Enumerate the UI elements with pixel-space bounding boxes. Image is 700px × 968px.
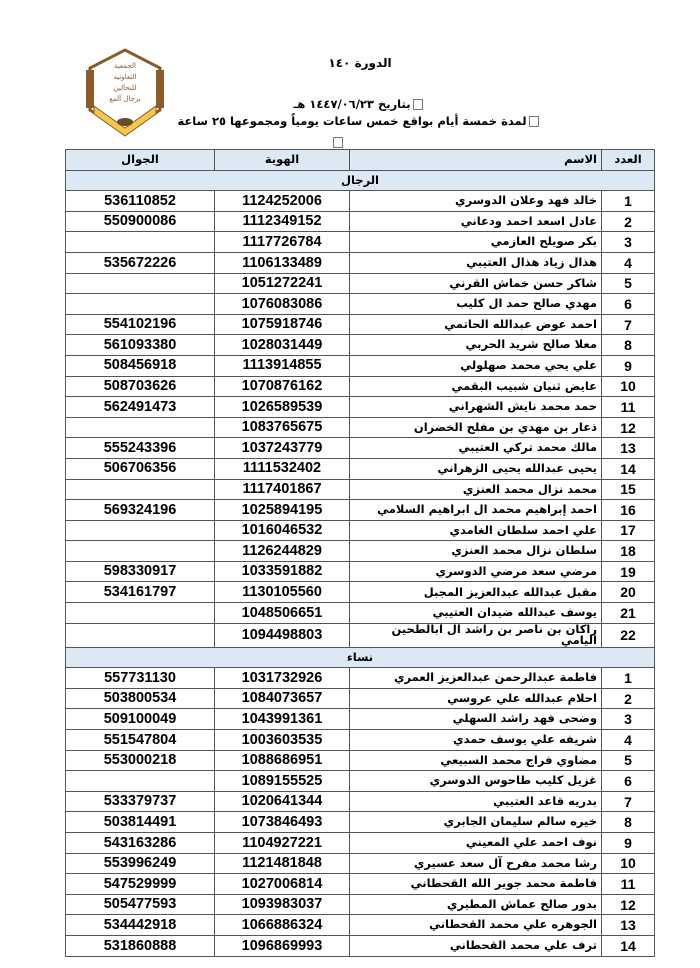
- row-number: 13: [602, 438, 655, 459]
- participant-name: عايض ثنيان شبيب البقمي: [350, 376, 602, 397]
- mobile-number: 508456918: [66, 355, 215, 376]
- national-id: 1130105560: [215, 582, 350, 603]
- table-row: [66, 479, 655, 500]
- mobile-number: 551547804: [66, 730, 215, 751]
- mobile-number: 553996249: [66, 853, 215, 874]
- national-id: 1037243779: [215, 438, 350, 459]
- table-row: [66, 541, 655, 562]
- row-number: 6: [602, 771, 655, 792]
- national-id: 1083765675: [215, 417, 350, 438]
- row-number: 11: [602, 397, 655, 418]
- participant-name: ذعار بن مهدي بن مفلح الخضران: [350, 417, 602, 438]
- table-row: [66, 894, 655, 915]
- table-row: [66, 397, 655, 418]
- table-row: [66, 935, 655, 956]
- column-header-name: الاسم: [350, 150, 602, 171]
- table-row: [66, 376, 655, 397]
- table-row: [66, 812, 655, 833]
- row-number: 22: [602, 623, 655, 647]
- participant-name: محمد نزال محمد العنزي: [350, 479, 602, 500]
- table-row: [66, 191, 655, 212]
- row-number: 2: [602, 211, 655, 232]
- row-number: 7: [602, 791, 655, 812]
- participant-name: حمد محمد نايش الشهراني: [350, 397, 602, 418]
- checkbox-glyph-icon: [333, 137, 343, 148]
- participant-name: فاطمة محمد جوير الله القحطاني: [350, 874, 602, 895]
- national-id: 1113914855: [215, 355, 350, 376]
- checkbox-glyph-icon: [413, 99, 423, 110]
- national-id: 1043991361: [215, 709, 350, 730]
- row-number: 15: [602, 479, 655, 500]
- row-number: 21: [602, 603, 655, 624]
- participant-name: احلام عبدالله علي عروسي: [350, 688, 602, 709]
- row-number: 9: [602, 833, 655, 854]
- mobile-number: 503814491: [66, 812, 215, 833]
- table-row: [66, 915, 655, 936]
- national-id: 1073846493: [215, 812, 350, 833]
- row-number: 2: [602, 688, 655, 709]
- national-id: 1031732926: [215, 668, 350, 689]
- table-row: [66, 668, 655, 689]
- table-row: [66, 791, 655, 812]
- national-id: 1076083086: [215, 294, 350, 315]
- national-id: 1093983037: [215, 894, 350, 915]
- national-id: 1088686951: [215, 750, 350, 771]
- table-row: [66, 458, 655, 479]
- participant-name: بدريه قاعد العتيبي: [350, 791, 602, 812]
- table-row: [66, 438, 655, 459]
- national-id: 1048506651: [215, 603, 350, 624]
- mobile-number: 533379737: [66, 791, 215, 812]
- national-id: 1117726784: [215, 232, 350, 253]
- table-row: [66, 603, 655, 624]
- national-id: 1020641344: [215, 791, 350, 812]
- participant-name: وضحى فهد راشد السهلي: [350, 709, 602, 730]
- participant-name: مهدي صالح حمد ال كليب: [350, 294, 602, 315]
- participant-name: احمد إبراهيم محمد ال ابراهيم السلامي: [350, 500, 602, 521]
- participant-name: شريفه علي يوسف حمدي: [350, 730, 602, 751]
- participant-name: مضاوي فراج محمد السبيعي: [350, 750, 602, 771]
- row-number: 11: [602, 874, 655, 895]
- logo-text-line: التعاونية: [113, 73, 137, 81]
- mobile-number: [66, 232, 215, 253]
- mobile-number: 598330917: [66, 561, 215, 582]
- participant-name: عادل اسعد احمد ودعاني: [350, 211, 602, 232]
- table-row: [66, 335, 655, 356]
- mobile-number: 569324196: [66, 500, 215, 521]
- participant-name: مالك محمد تركي العتيبي: [350, 438, 602, 459]
- row-number: 5: [602, 750, 655, 771]
- participant-name: نوف احمد علي المعيني: [350, 833, 602, 854]
- mobile-number: 554102196: [66, 314, 215, 335]
- row-number: 16: [602, 500, 655, 521]
- national-id: 1104927221: [215, 833, 350, 854]
- national-id: 1124252006: [215, 191, 350, 212]
- participants-table: [65, 149, 655, 957]
- table-row: [66, 232, 655, 253]
- column-header-number: العدد: [602, 150, 655, 171]
- row-number: 6: [602, 294, 655, 315]
- table-row: [66, 417, 655, 438]
- mobile-number: 550900086: [66, 211, 215, 232]
- national-id: 1084073657: [215, 688, 350, 709]
- participant-name: معلا صالح شريد الحربي: [350, 335, 602, 356]
- mobile-number: 508703626: [66, 376, 215, 397]
- mobile-number: 509100049: [66, 709, 215, 730]
- row-number: 4: [602, 252, 655, 273]
- row-number: 1: [602, 668, 655, 689]
- national-id: 1070876162: [215, 376, 350, 397]
- national-id: 1111532402: [215, 458, 350, 479]
- mobile-number: 555243396: [66, 438, 215, 459]
- row-number: 1: [602, 191, 655, 212]
- logo-text-line: برجال ألمع: [109, 95, 141, 103]
- table-row: [66, 294, 655, 315]
- section-header-row: [66, 647, 655, 668]
- national-id: 1003603535: [215, 730, 350, 751]
- row-number: 10: [602, 376, 655, 397]
- table-row: [66, 520, 655, 541]
- duration-line: [0, 114, 700, 128]
- mobile-number: 506706356: [66, 458, 215, 479]
- table-row: [66, 688, 655, 709]
- participant-name: هذال زياد هذال العتيبي: [350, 252, 602, 273]
- participant-name: يحيى عبدالله يحيى الزهراني: [350, 458, 602, 479]
- national-id: 1106133489: [215, 252, 350, 273]
- row-number: 12: [602, 894, 655, 915]
- table-row: [66, 853, 655, 874]
- participant-name: غزيل كليب طاحوس الدوسري: [350, 771, 602, 792]
- section-title: نساء: [66, 647, 655, 668]
- national-id: 1028031449: [215, 335, 350, 356]
- table-header-row: [66, 150, 655, 171]
- table-row: [66, 623, 655, 647]
- row-number: 12: [602, 417, 655, 438]
- table-row: [66, 750, 655, 771]
- section-title: الرجال: [66, 170, 655, 191]
- mobile-number: 557731130: [66, 668, 215, 689]
- participant-name: علي يحي محمد صهلولي: [350, 355, 602, 376]
- table-row: [66, 874, 655, 895]
- mobile-number: [66, 771, 215, 792]
- participant-name: خالد فهد وعلان الدوسري: [350, 191, 602, 212]
- row-number: 10: [602, 853, 655, 874]
- section-header-row: [66, 170, 655, 191]
- row-number: 7: [602, 314, 655, 335]
- table-row: [66, 561, 655, 582]
- duration-text: لمدة خمسة أيام بواقع خمس ساعات يومياً ومجموعها ٢٥ ساعة: [177, 114, 527, 128]
- national-id: 1066886324: [215, 915, 350, 936]
- table-row: [66, 211, 655, 232]
- mobile-number: 561093380: [66, 335, 215, 356]
- mobile-number: 553000218: [66, 750, 215, 771]
- table-row: [66, 314, 655, 335]
- participant-name: يوسف عبدالله ضيدان العتيبي: [350, 603, 602, 624]
- course-title: الدورة ١٤٠: [328, 56, 392, 70]
- row-number: 19: [602, 561, 655, 582]
- participant-name: بكر صويلح العازمي: [350, 232, 602, 253]
- participant-name: فاطمة عبدالرحمن عبدالعزيز العمري: [350, 668, 602, 689]
- mobile-number: 534161797: [66, 582, 215, 603]
- participant-name: راكان بن ناصر بن راشد ال ابالطحين اليامي: [350, 623, 602, 647]
- participant-name: بدور صالح عماش المطيري: [350, 894, 602, 915]
- column-header-id: الهوية: [215, 150, 350, 171]
- logo-text-line: الجمعية: [114, 62, 136, 70]
- row-number: 17: [602, 520, 655, 541]
- mobile-number: 536110852: [66, 191, 215, 212]
- mobile-number: [66, 623, 215, 647]
- mobile-number: 547529999: [66, 874, 215, 895]
- date-text: بتاريخ ١٤٤٧/٠٦/٢٣ هـ: [293, 97, 411, 111]
- table-row: [66, 355, 655, 376]
- mobile-number: 534442918: [66, 915, 215, 936]
- row-number: 9: [602, 355, 655, 376]
- logo-text-line: للنحالين: [113, 84, 137, 92]
- participant-name: علي احمد سلطان الغامدي: [350, 520, 602, 541]
- row-number: 5: [602, 273, 655, 294]
- national-id: 1026589539: [215, 397, 350, 418]
- mobile-number: [66, 294, 215, 315]
- mobile-number: 562491473: [66, 397, 215, 418]
- row-number: 13: [602, 915, 655, 936]
- participant-name: مرضي سعد مرضي الدوسري: [350, 561, 602, 582]
- participant-name: رشا محمد مفرح آل سعد عسيري: [350, 853, 602, 874]
- row-number: 3: [602, 709, 655, 730]
- row-number: 3: [602, 232, 655, 253]
- table-row: [66, 273, 655, 294]
- mobile-number: [66, 603, 215, 624]
- national-id: 1126244829: [215, 541, 350, 562]
- mobile-number: [66, 479, 215, 500]
- mobile-number: 535672226: [66, 252, 215, 273]
- national-id: 1016046532: [215, 520, 350, 541]
- row-number: 20: [602, 582, 655, 603]
- national-id: 1096869993: [215, 935, 350, 956]
- national-id: 1112349152: [215, 211, 350, 232]
- row-number: 14: [602, 935, 655, 956]
- table-row: [66, 709, 655, 730]
- national-id: 1121481848: [215, 853, 350, 874]
- participant-name: مقبل عبدالله عبدالعزيز المجبل: [350, 582, 602, 603]
- participant-name: الجوهره علي محمد القحطاني: [350, 915, 602, 936]
- mobile-number: [66, 273, 215, 294]
- mobile-number: [66, 417, 215, 438]
- table-row: [66, 771, 655, 792]
- national-id: 1075918746: [215, 314, 350, 335]
- mobile-number: [66, 520, 215, 541]
- row-number: 8: [602, 335, 655, 356]
- table-row: [66, 833, 655, 854]
- participant-name: احمد عوض عبدالله الحاتمي: [350, 314, 602, 335]
- mobile-number: [66, 541, 215, 562]
- table-row: [66, 582, 655, 603]
- national-id: 1089155525: [215, 771, 350, 792]
- date-line: [0, 97, 700, 111]
- row-number: 4: [602, 730, 655, 751]
- national-id: 1027006814: [215, 874, 350, 895]
- row-number: 14: [602, 458, 655, 479]
- column-header-mobile: الجوال: [66, 150, 215, 171]
- participant-name: شاكر حسن خماش القرني: [350, 273, 602, 294]
- table-row: [66, 252, 655, 273]
- participant-name: ترف علي محمد القحطاني: [350, 935, 602, 956]
- national-id: 1117401867: [215, 479, 350, 500]
- participant-name: خيره سالم سليمان الجابري: [350, 812, 602, 833]
- national-id: 1094498803: [215, 623, 350, 647]
- table-row: [66, 500, 655, 521]
- row-number: 18: [602, 541, 655, 562]
- mobile-number: 543163286: [66, 833, 215, 854]
- mobile-number: 505477593: [66, 894, 215, 915]
- row-number: 8: [602, 812, 655, 833]
- participant-name: سلطان نزال محمد العنزي: [350, 541, 602, 562]
- mobile-number: 503800534: [66, 688, 215, 709]
- checkbox-glyph-icon: [529, 116, 539, 127]
- national-id: 1025894195: [215, 500, 350, 521]
- mobile-number: 531860888: [66, 935, 215, 956]
- table-body: [66, 170, 655, 956]
- table-row: [66, 730, 655, 751]
- national-id: 1051272241: [215, 273, 350, 294]
- national-id: 1033591882: [215, 561, 350, 582]
